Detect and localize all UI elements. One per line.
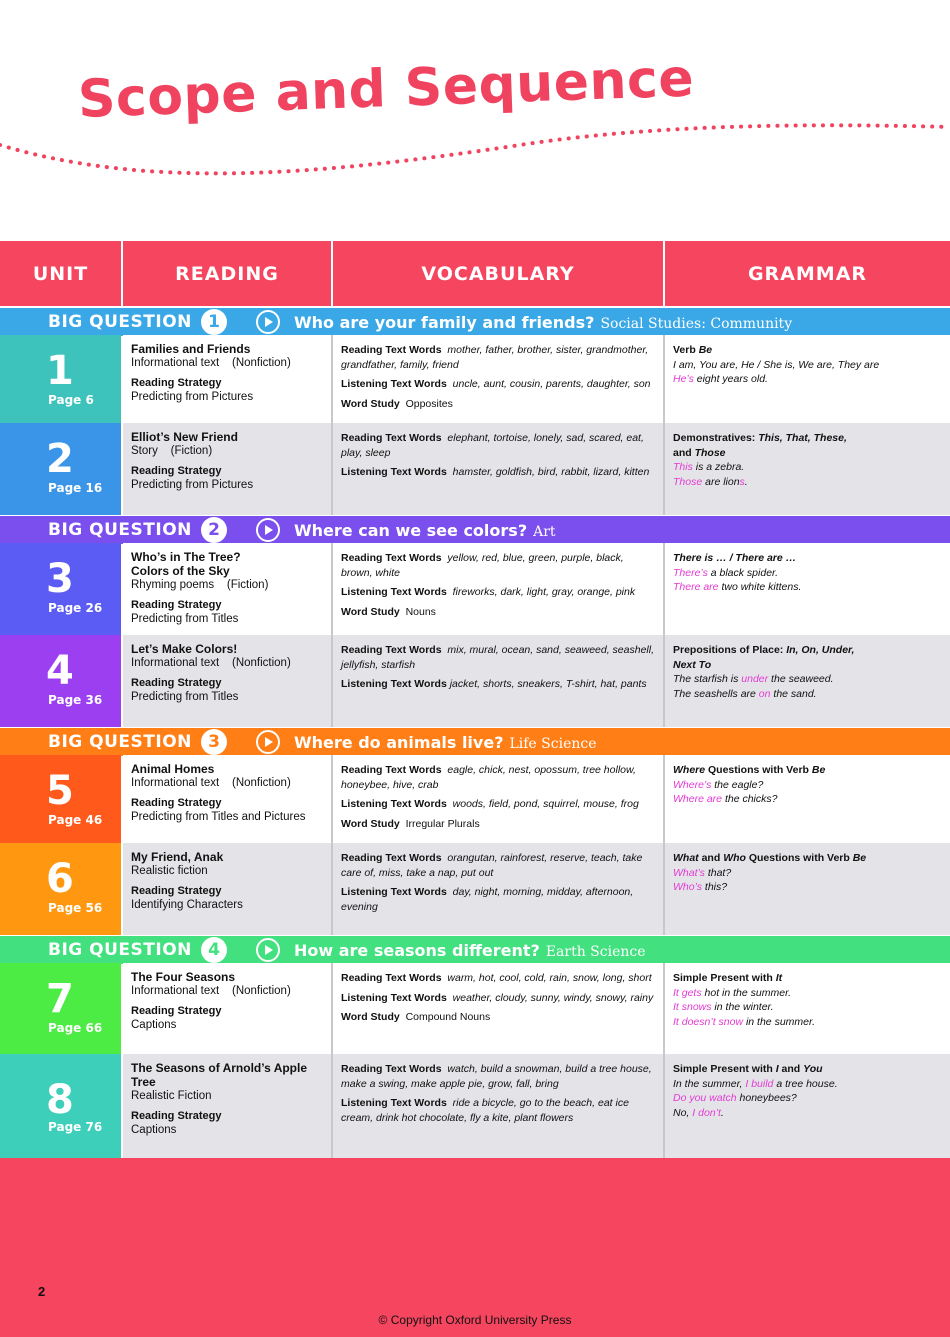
- grammar-example: Where are the chicks?: [673, 793, 778, 805]
- word-study: Compound Nouns: [405, 1011, 491, 1023]
- reading-genre: Rhyming poems (Fiction): [131, 579, 269, 591]
- reading-cell: [123, 1054, 331, 1158]
- unit-number: 6: [46, 856, 74, 902]
- reading-text-words-label: Reading Text Words: [341, 972, 442, 984]
- listening-text-words-label: Listening Text Words: [341, 586, 447, 598]
- listening-text-words-label: Listening Text Words: [341, 378, 447, 390]
- unit-number: 8: [46, 1077, 74, 1123]
- big-question-subject: Earth Science: [545, 943, 646, 960]
- reading-strategy: Captions: [131, 1019, 177, 1031]
- big-question-label: BIG QUESTION: [48, 732, 192, 752]
- copyright-notice: © Copyright Oxford University Press: [378, 1313, 572, 1327]
- play-icon[interactable]: [256, 310, 280, 334]
- grammar-cell: [665, 843, 950, 935]
- word-study: Opposites: [405, 397, 453, 410]
- reading-strategy: Predicting from Titles and Pictures: [131, 811, 306, 823]
- bottom-band: [0, 1158, 950, 1337]
- grammar-title: Simple Present with I and You: [673, 1063, 823, 1075]
- big-question-text: How are seasons different? Earth Science: [294, 940, 646, 960]
- strategy-label: Reading Strategy: [131, 598, 222, 611]
- word-study-label: Word Study: [341, 605, 400, 618]
- reading-cell: [123, 543, 331, 635]
- grammar-example: Who’s this?: [673, 881, 728, 893]
- grammar-cell: [665, 963, 950, 1054]
- reading-genre: Informational text (Nonfiction): [131, 357, 291, 369]
- big-question-banner: [0, 728, 950, 756]
- strategy-label: Reading Strategy: [131, 676, 222, 689]
- reading-text-words: mix, mural, ocean, sand, seaweed, seashell, jellyfish, starfish: [341, 644, 654, 671]
- listening-text-words: hamster, goldfish, bird, rabbit, lizard, kitten: [452, 466, 650, 478]
- grammar-title: Demonstratives: This, That, These,: [673, 432, 847, 444]
- table-row: [0, 423, 950, 515]
- unit-cell: [0, 963, 121, 1054]
- reading-genre: Realistic Fiction: [131, 1090, 212, 1102]
- listening-text-words-label: Listening Text Words: [341, 1097, 447, 1109]
- reading-cell: [123, 335, 331, 423]
- big-question-text: Where do animals live? Life Science: [294, 732, 597, 752]
- table-row: [0, 635, 950, 727]
- unit-page: Page 6: [48, 393, 94, 407]
- reading-genre: Informational text (Nonfiction): [131, 985, 291, 997]
- unit-cell: [0, 423, 121, 515]
- reading-title: The Seasons of Arnold’s Apple Tree: [131, 1061, 308, 1089]
- reading-title: Elliot’s New Friend: [131, 430, 238, 444]
- reading-text-words: watch, build a snowman, build a tree house, make a swing, make apple pie, grow, fall, bring: [341, 1063, 652, 1090]
- word-study: Nouns: [405, 605, 436, 618]
- reading-strategy: Identifying Characters: [131, 899, 243, 911]
- grammar-cell: [665, 635, 950, 727]
- reading-strategy: Predicting from Titles: [131, 691, 239, 703]
- grammar-example: No, I don’t.: [673, 1106, 724, 1119]
- vocabulary-cell: [333, 843, 663, 935]
- unit-cell: [0, 635, 121, 727]
- listening-text-words: uncle, aunt, cousin, parents, daughter, son: [452, 378, 651, 390]
- grammar-example: The seashells are on the sand.: [673, 687, 817, 700]
- big-question-number: 3: [201, 729, 227, 755]
- grammar-cell: [665, 1054, 950, 1158]
- page-title: Scope and Sequence: [76, 48, 696, 130]
- table-row: [0, 335, 950, 423]
- column-header-grammar: GRAMMAR: [747, 262, 868, 285]
- word-study-label: Word Study: [341, 1011, 400, 1023]
- dotted-wave-decoration: [0, 115, 950, 185]
- reading-text-words: warm, hot, cool, cold, rain, snow, long, short: [447, 972, 652, 984]
- unit-number: 1: [46, 348, 74, 394]
- unit-number: 5: [46, 768, 74, 814]
- unit-number: 7: [46, 976, 74, 1022]
- grammar-example: What’s that?: [673, 866, 732, 879]
- vocabulary-cell: [333, 963, 663, 1054]
- big-question-text: Where can we see colors? Art: [294, 520, 556, 540]
- strategy-label: Reading Strategy: [131, 796, 222, 809]
- reading-genre: Story (Fiction): [131, 445, 213, 457]
- reading-cell: [123, 423, 331, 515]
- big-question-label: BIG QUESTION: [48, 520, 192, 540]
- reading-genre: Realistic fiction: [131, 865, 208, 877]
- table-header: [0, 241, 950, 306]
- listening-text-words: woods, field, pond, squirrel, mouse, frog: [452, 798, 639, 810]
- grammar-title: Next To: [673, 658, 712, 671]
- unit-page: Page 16: [48, 481, 103, 495]
- grammar-cell: [665, 543, 950, 635]
- unit-cell: [0, 843, 121, 935]
- listening-text-words: jacket, shorts, sneakers, T-shirt, hat, pants: [449, 678, 647, 690]
- strategy-label: Reading Strategy: [131, 464, 222, 477]
- reading-text-words-label: Reading Text Words: [341, 852, 442, 864]
- reading-strategy: Captions: [131, 1124, 177, 1136]
- listening-text-words-label: Listening Text Words: [341, 991, 447, 1004]
- word-study: Irregular Plurals: [405, 817, 480, 830]
- big-question-label: BIG QUESTION: [48, 312, 192, 332]
- reading-text-words: orangutan, rainforest, reserve, teach, take care of, miss, take a nap, put out: [341, 852, 643, 879]
- big-question-subject: Social Studies: Community: [600, 315, 793, 332]
- reading-genre: Informational text (Nonfiction): [131, 777, 291, 789]
- big-question-number: 1: [201, 309, 227, 335]
- unit-number: 4: [46, 648, 74, 694]
- unit-cell: [0, 755, 121, 843]
- unit-page: Page 76: [48, 1120, 103, 1134]
- strategy-label: Reading Strategy: [131, 1004, 222, 1017]
- word-study-label: Word Study: [341, 397, 400, 410]
- big-question-number: 2: [201, 517, 227, 543]
- unit-page: Page 46: [48, 813, 103, 827]
- big-question-banner: [0, 516, 950, 544]
- table-row: [0, 543, 950, 635]
- unit-cell: [0, 543, 121, 635]
- big-question-label: BIG QUESTION: [48, 940, 192, 960]
- grammar-example: This is a zebra.: [673, 461, 745, 473]
- grammar-example: It gets hot in the summer.: [673, 986, 792, 999]
- grammar-example: There are two white kittens.: [673, 581, 802, 593]
- play-icon[interactable]: [256, 938, 280, 962]
- reading-title: My Friend, Anak: [131, 850, 224, 864]
- word-study-label: Word Study: [341, 817, 400, 830]
- reading-title: The Four Seasons: [131, 970, 236, 984]
- grammar-example: He’s eight years old.: [673, 373, 768, 385]
- grammar-example: It doesn’t snow in the summer.: [673, 1015, 816, 1028]
- reading-text-words: elephant, tortoise, lonely, sad, scared, eat, play, sleep: [341, 432, 644, 459]
- grammar-example: The starfish is under the seaweed.: [673, 673, 834, 685]
- listening-text-words: day, night, morning, midday, afternoon, evening: [341, 886, 634, 913]
- grammar-example: There’s a black spider.: [673, 566, 779, 579]
- grammar-example: I am, You are, He / She is, We are, They are: [673, 358, 880, 371]
- reading-cell: [123, 963, 331, 1054]
- reading-text-words: yellow, red, blue, green, purple, black, brown, white: [341, 552, 624, 579]
- grammar-cell: [665, 423, 950, 515]
- reading-cell: [123, 843, 331, 935]
- listening-text-words: fireworks, dark, light, gray, orange, pink: [452, 586, 636, 598]
- strategy-label: Reading Strategy: [131, 884, 222, 897]
- listening-text-words-label: Listening Text Words: [341, 466, 447, 478]
- vocabulary-cell: [333, 543, 663, 635]
- reading-text-words: eagle, chick, nest, opossum, tree hollow, honeybee, hive, crab: [341, 764, 636, 791]
- grammar-cell: [665, 335, 950, 423]
- grammar-title: Prepositions of Place: In, On, Under,: [673, 644, 855, 656]
- vocabulary-cell: [333, 1054, 663, 1158]
- listening-text-words-label: Listening Text Words: [341, 798, 447, 810]
- grammar-cell: [665, 755, 950, 843]
- unit-number: 3: [46, 556, 74, 602]
- unit-cell: [0, 335, 121, 423]
- reading-title: Families and Friends: [131, 342, 251, 356]
- reading-title: Let’s Make Colors!: [131, 642, 238, 656]
- grammar-example: In the summer, I build a tree house.: [673, 1077, 838, 1090]
- table-row: [0, 755, 950, 843]
- grammar-title: and Those: [673, 446, 726, 459]
- reading-title: Who’s in The Tree?: [131, 550, 241, 564]
- reading-cell: [123, 635, 331, 727]
- reading-text-words-label: Reading Text Words: [341, 344, 442, 356]
- grammar-title: What and Who Questions with Verb Be: [673, 852, 867, 864]
- page-number: 2: [38, 1284, 46, 1299]
- unit-page: Page 56: [48, 901, 103, 915]
- reading-text-words-label: Reading Text Words: [341, 1063, 442, 1075]
- unit-page: Page 66: [48, 1021, 103, 1035]
- reading-cell: [123, 755, 331, 843]
- table-row: [0, 1054, 950, 1158]
- strategy-label: Reading Strategy: [131, 1109, 222, 1122]
- reading-text-words-label: Reading Text Words: [341, 432, 442, 444]
- reading-strategy: Predicting from Titles: [131, 613, 239, 625]
- grammar-example: Do you watch honeybees?: [673, 1092, 797, 1104]
- big-question-subject: Life Science: [509, 735, 597, 752]
- vocabulary-cell: [333, 635, 663, 727]
- listening-text-words-label: Listening Text Words: [341, 886, 447, 898]
- grammar-title: Simple Present with It: [673, 972, 783, 984]
- column-header-reading: READING: [175, 262, 279, 285]
- vocabulary-cell: [333, 423, 663, 515]
- grammar-title: Verb Be: [673, 344, 713, 356]
- column-header-vocabulary: VOCABULARY: [421, 262, 575, 285]
- play-icon[interactable]: [256, 518, 280, 542]
- play-icon[interactable]: [256, 730, 280, 754]
- reading-text-words-label: Reading Text Words: [341, 644, 442, 656]
- grammar-example: Those are lions.: [673, 475, 748, 488]
- table-row: [0, 843, 950, 935]
- listening-text-words: ride a bicycle, go to the beach, eat ice cream, drink hot chocolate, fly a kite, plant flowers: [341, 1097, 629, 1124]
- reading-title: Colors of the Sky: [131, 564, 230, 578]
- unit-cell: [0, 1054, 121, 1158]
- listening-text-words-label: Listening Text Words: [341, 678, 447, 690]
- unit-number: 2: [46, 436, 74, 482]
- reading-text-words-label: Reading Text Words: [341, 552, 442, 564]
- grammar-example: It snows in the winter.: [673, 1001, 774, 1013]
- big-question-number: 4: [201, 937, 227, 963]
- reading-text-words-label: Reading Text Words: [341, 764, 442, 776]
- grammar-title: Where Questions with Verb Be: [673, 764, 826, 776]
- listening-text-words: weather, cloudy, sunny, windy, snowy, rainy: [452, 991, 654, 1004]
- column-header-unit: UNIT: [32, 262, 89, 285]
- big-question-text: Who are your family and friends? Social Studies: Community: [294, 312, 793, 332]
- strategy-label: Reading Strategy: [131, 376, 222, 389]
- reading-title: Animal Homes: [131, 762, 215, 776]
- reading-genre: Informational text (Nonfiction): [131, 657, 291, 669]
- big-question-banner: [0, 308, 950, 336]
- reading-text-words: mother, father, brother, sister, grandmother, grandfather, family, friend: [341, 344, 649, 371]
- unit-page: Page 36: [48, 693, 103, 707]
- table-row: [0, 963, 950, 1054]
- reading-strategy: Predicting from Pictures: [131, 479, 254, 491]
- vocabulary-cell: [333, 335, 663, 423]
- big-question-subject: Art: [533, 523, 556, 540]
- unit-page: Page 26: [48, 601, 103, 615]
- reading-strategy: Predicting from Pictures: [131, 391, 254, 403]
- vocabulary-cell: [333, 755, 663, 843]
- grammar-example: Where’s the eagle?: [673, 778, 764, 791]
- big-question-banner: [0, 936, 950, 964]
- grammar-title: There is … / There are …: [673, 552, 797, 564]
